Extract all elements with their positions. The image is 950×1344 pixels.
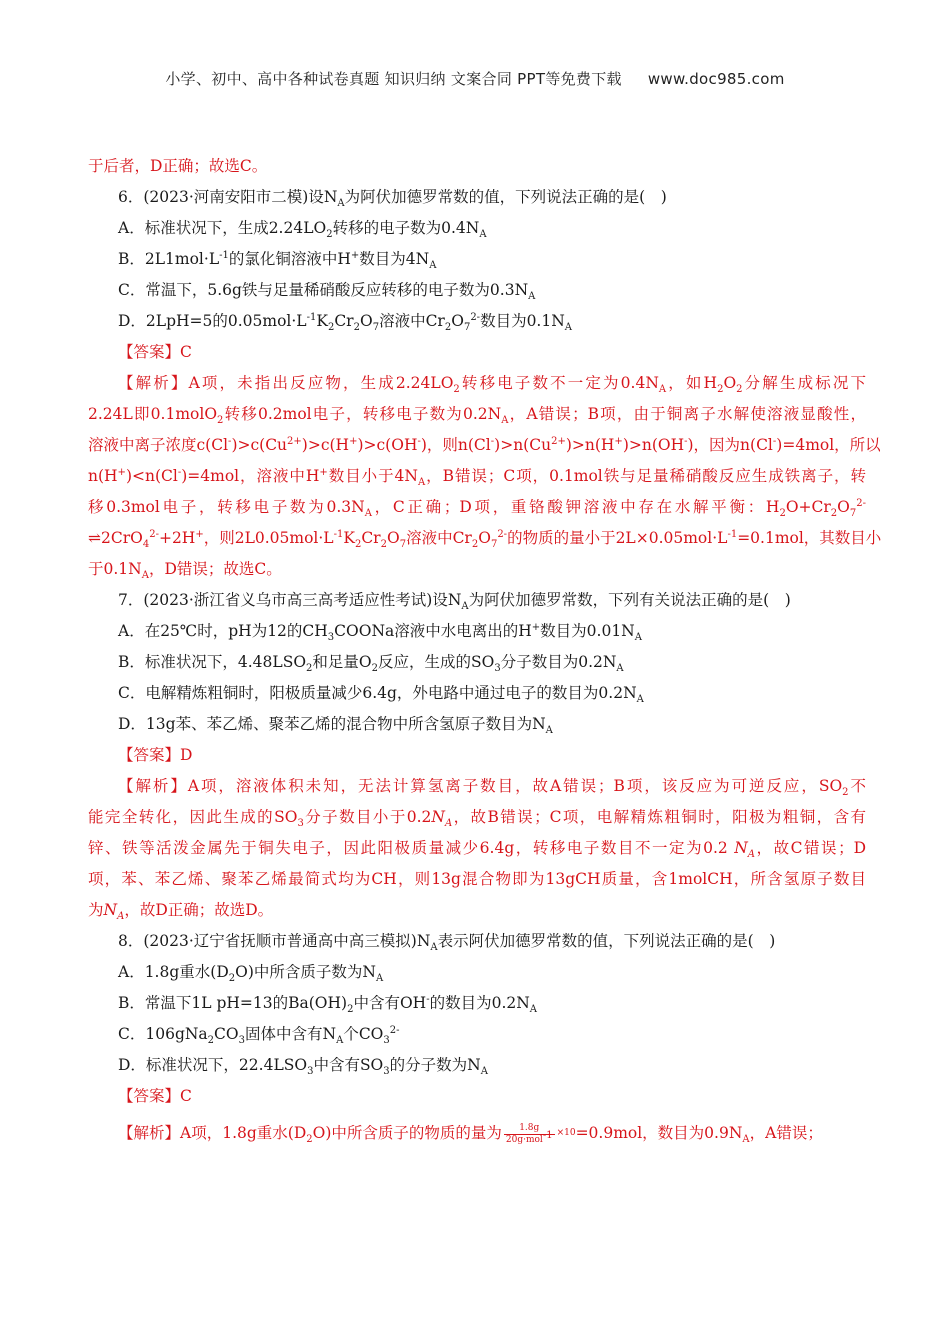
q7-analysis-line-1: 【解析】A项，溶液体积未知，无法计算氢离子数目，故A错误；B项，该反应为可逆反应，$SO_2$不 xyxy=(118,777,866,799)
q6-analysis-line-6: ⇌2CrO$_4^{2-}$+2H+，则$2L0.05mol\cdot L^{-1}K_2Cr_2O_7$溶液中$Cr_2O_7^{2-}$的物质的量小于$2L\times 0.05mol\cdot L^{-1}=0.1mol$，其数目小 xyxy=(88,528,882,551)
q7-analysis-line-3: 锌、铁等活泼金属先于铜失电子，因此阳极质量减少6.4g，转移电子数目不一定为0.2 $N_A$，故C错误；D xyxy=(88,839,866,861)
q6-stem: 6．(2023·河南安阳市二模)设$N_A$为阿伏加德罗常数的值，下列说法正确的是( ) xyxy=(118,188,667,210)
header-url[interactable]: www.doc985.com xyxy=(647,70,785,88)
q8-option-a: A．1.8g重水$(D_2O)$中所含质子数为$N_A$ xyxy=(118,963,384,985)
q8-answer: 【答案】C xyxy=(118,1087,192,1105)
q8-analysis-line-1: 【解析】A项，1.8g重水$(D_2O)$中所含质子的物质的量为 $\frac{1.8g}{20g\cdot mol^{-1}}$ ×10=0.9mol，数目为$0.9N_A$，A错误； xyxy=(118,1122,823,1146)
q6-option-a: A．标准状况下，生成$2.24LO_2$转移的电子数为$0.4N_A$ xyxy=(118,219,487,241)
q6-analysis-line-7: 于$0.1N_A$，D错误；故选C。 xyxy=(88,560,282,582)
q7-option-d: D．13g苯、苯乙烯、聚苯乙烯的混合物中所含氢原子数目为$N_A$ xyxy=(118,715,553,737)
q6-analysis-line-2: 2.24L即0.1molO$_2$转移0.2mol电子，转移电子数为$0.2N_A$，A错误；B项，由于铜离子水解使溶液显酸性， xyxy=(88,405,866,427)
previous-answer-tail: 于后者，D正确；故选C。 xyxy=(88,157,268,175)
q7-option-a: A．在25℃时，pH为12的$CH_3COONa$溶液中水电离出的H+数目为$0.01N_A$ xyxy=(118,621,642,644)
q7-answer: 【答案】D xyxy=(118,746,193,764)
q6-analysis-line-4: n(H+)<n(Cl-)=4mol，溶液中H+数目小于$4N_A$，B错误；C项，0.1mol铁与足量稀硝酸反应生成铁离子，转 xyxy=(88,466,866,489)
q8-option-b: B．常温下1L pH=13的$Ba(OH)_2$中含有OH-的数目为$0.2N_A$ xyxy=(118,993,538,1016)
q7-analysis-line-2: 能完全转化，因此生成的$SO_3$分子数目小于$0.2N_A$，故B错误；C项，电解精炼粗铜时，阳极为粗铜，含有 xyxy=(88,808,866,830)
q6-analysis-line-1: 【解析】A项，未指出反应物，生成$2.24LO_2$转移电子数不一定为$0.4N_A$，如$H_2O_2$分解生成标况下 xyxy=(118,374,866,396)
page-header xyxy=(0,68,950,89)
q6-answer: 【答案】C xyxy=(118,343,192,361)
q6-analysis-line-5: 移0.3mol电子，转移电子数为$0.3N_A$，C正确；D项，重铬酸钾溶液中存在水解平衡：$H_2O+Cr_2O_7^{2-}$ xyxy=(88,497,866,520)
q7-stem: 7．(2023·浙江省义乌市高三高考适应性考试)设$N_A$为阿伏加德罗常数，下列有关说法正确的是( ) xyxy=(118,591,791,613)
document-body xyxy=(88,156,882,1146)
q7-option-b: B．标准状况下，$4.48LSO_2$和足量$O_2$反应，生成的$SO_3$分子数目为$0.2N_A$ xyxy=(118,653,624,675)
q6-option-d: D．2LpH=5的$0.05mol\cdot L^{-1}K_2Cr_2O_7$溶液中$Cr_2O_7^{2-}$数目为$0.1N_A$ xyxy=(118,311,573,334)
q7-analysis-line-4: 项，苯、苯乙烯、聚苯乙烯最简式均为CH，则13g混合物即为13gCH质量，含1molCH，所含氢原子数目 xyxy=(88,870,866,888)
q8-stem: 8．(2023·辽宁省抚顺市普通高中高三模拟)$N_A$表示阿伏加德罗常数的值，下列说法正确的是( ) xyxy=(118,932,776,954)
q6-option-c: C．常温下，5.6g铁与足量稀硝酸反应转移的电子数为$0.3N_A$ xyxy=(118,281,536,303)
header-text: 小学、初中、高中各种试卷真题 知识归纳 文案合同 PPT等免费下载 xyxy=(165,70,622,88)
q6-analysis-line-3: 溶液中离子浓度$c(Cl^-)>c(Cu^{2+})>c(H^+)>c(OH^-)$，则$n(Cl^-)>n(Cu^{2+})>n(H^+)>n(OH^-)$，因为n(Cl-)=4mol，所以 xyxy=(88,435,881,454)
q7-analysis-line-5: 为$N_A$，故D正确；故选D。 xyxy=(88,901,274,923)
q6-option-b: B．$2L1mol\cdot L^{-1}$的氯化铜溶液中H+数目为$4N_A$ xyxy=(118,249,437,272)
fraction: $\frac{1.8g}{20g\cdot mol^{-1}}$ xyxy=(505,1122,553,1145)
q8-option-c: C．$106gNa_2CO_3$固体中含有$N_A$个$CO_3^{2-}$ xyxy=(118,1024,400,1047)
q8-option-d: D．标准状况下，$22.4LSO_3$中含有$SO_3$的分子数为$N_A$ xyxy=(118,1056,488,1078)
q7-option-c: C．电解精炼粗铜时，阳极质量减少6.4g，外电路中通过电子的数目为$0.2N_A$ xyxy=(118,684,644,706)
